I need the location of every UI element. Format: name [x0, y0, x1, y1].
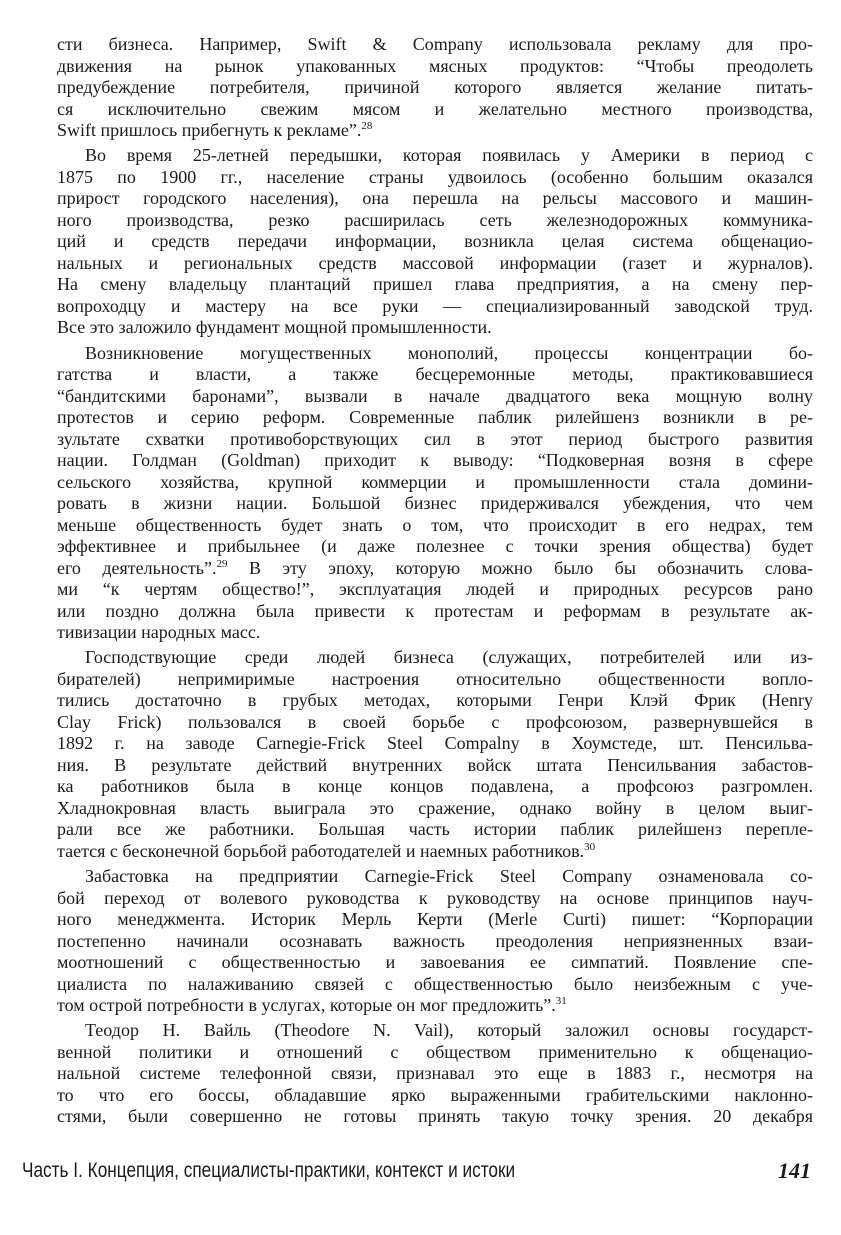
text-line: 1892 г. на заводе Carnegie-Frick Steel Compalny в Хоумстеде, шт. Пенсильва-: [57, 733, 813, 754]
text-line: стями, были совершенно не готовы принять такую точку зрения. 20 декабря: [57, 1106, 813, 1127]
footnote-marker[interactable]: 28: [361, 120, 373, 132]
text-line: нации. Голдман (Goldman) приходит к выводу: “Подковерная возня в сфере: [57, 450, 813, 471]
text-line: [57, 995, 813, 1017]
text-line: прирост городского населения), она перешла на рельсы массового и машин-: [57, 188, 813, 209]
line-text: В эту эпоху, которую можно было бы обозначить слова-: [227, 557, 813, 578]
paragraph: [57, 866, 813, 1017]
text-line: циалиста по налаживанию связей с общественностью было неизбежным с уче-: [57, 973, 813, 994]
text-line: тивизации народных масс.: [57, 622, 261, 643]
text-line: движения на рынок упакованных мясных продуктов: “Чтобы преодолеть: [57, 55, 813, 76]
paragraph: [57, 343, 813, 644]
text-line: ния. В результате действий внутренних войск штата Пенсильвания забастов-: [57, 754, 813, 775]
text-line: “бандитскими баронами”, вызвали в начале двадцатого века мощную волну: [57, 385, 813, 406]
paragraph: [57, 647, 813, 862]
text-line: гатства и власти, а также бесцеремонные методы, практиковавшиеся: [57, 364, 813, 385]
text-line: Теодор Н. Вайль (Theodore N. Vail), который заложил основы государст-: [85, 1020, 813, 1041]
text-line: вопроходцу и мастеру на все руки — специализированный заводской труд.: [57, 295, 813, 316]
text-line: протестов и серию реформ. Современные паблик рилейшенз возникли в ре-: [57, 407, 813, 428]
text-line: ного менеджмента. Историк Мерль Керти (Merle Curti) пишет: “Корпорации: [57, 909, 813, 930]
text-line: ся исключительно свежим мясом и желательно местного производства,: [57, 98, 813, 119]
text-line: то что его боссы, обладавшие ярко выраженными грабительскими наклонно-: [57, 1084, 813, 1105]
text-line: бой переход от волевого руководства к руководству на основе принципов науч-: [57, 887, 813, 908]
text-line: Все это заложило фундамент мощной промышленности.: [57, 317, 492, 338]
text-line: Забастовка на предприятии Carnegie-Frick Steel Company ознаменовала со-: [85, 866, 813, 887]
text-line: тились достаточно в грубых методах, которыми Генри Клэй Фрик (Henry: [57, 690, 813, 711]
text-line: На смену владельцу плантаций пришел глава предприятия, а на смену пер-: [57, 274, 813, 295]
footnote-marker[interactable]: 31: [555, 995, 567, 1008]
text-line: рали все же работники. Большая часть истории паблик рилейшенз перепле-: [57, 819, 813, 840]
text-line: ми “к чертям общество!”, эксплуатация людей и природных ресурсов рано: [57, 579, 813, 600]
text-line: нальных и региональных средств массовой информации (газет и журналов).: [57, 252, 813, 273]
text-line: ций и средств передачи информации, возникла целая система общенацио-: [57, 231, 813, 252]
text-line: [57, 558, 813, 580]
text-line: предубеждение потребителя, причиной которого является желание питать-: [57, 77, 813, 97]
line-text: его деятельность”.: [57, 557, 217, 578]
page-number: 141: [778, 1158, 811, 1183]
text-line: сельского хозяйства, крупной коммерции и промышленности стала домини-: [57, 471, 813, 492]
text-line: ка работников была в конце концов подавлена, а профсоюз разгромлен.: [57, 776, 813, 797]
text-line: нальной системе телефонной связи, признавал это еще в 1883 г., несмотря на: [57, 1063, 813, 1084]
paragraph: [57, 1020, 813, 1128]
text-line: постепенно начинали осознавать важность преодоления неприязненных взаи-: [57, 930, 813, 951]
text-line: [57, 841, 813, 863]
text-line: Clay Frick) пользовался в своей борьбе с профсоюзом, развернувшейся в: [57, 711, 813, 732]
footnote-marker[interactable]: 30: [584, 840, 596, 853]
paragraph: [57, 145, 813, 339]
text-line: моотношений с общественностью и завоевания ее симпатий. Появление спе-: [57, 952, 813, 973]
text-line: сти бизнеса. Например, Swift & Company использовала рекламу для про-: [57, 34, 813, 54]
footnote-marker[interactable]: 29: [216, 557, 228, 570]
text-line: Возникновение могущественных монополий, процессы концентрации бо-: [85, 342, 813, 363]
text-line: ного производства, резко расширилась сеть железнодорожных коммуника-: [57, 209, 813, 230]
running-footer-title: Часть I. Концепция, специалисты-практики, контекст и истоки: [22, 1159, 516, 1182]
body-text: [57, 34, 813, 1128]
text-line: венной политики и отношений с обществом применительно к общенацио-: [57, 1041, 813, 1062]
text-line: меньше общественность будет знать о том, что происходит в его недрах, тем: [57, 514, 813, 535]
text-line: эффективнее и прибыльнее (и даже полезнее с точки зрения общества) будет: [57, 536, 813, 557]
text-line: 1875 по 1900 гг., население страны удвоилось (особенно большим оказался: [57, 166, 813, 187]
text-line: или поздно должна была привести к протестам и реформам в результате ак-: [57, 600, 813, 621]
paragraph: [57, 34, 813, 142]
text-line: Хладнокровная власть выиграла это сражение, однако войну в целом выиг-: [57, 797, 813, 818]
line-text: тается с бесконечной борьбой работодателей и наемных работников.: [57, 840, 585, 861]
page-footer: [22, 1156, 811, 1186]
text-line: Господствующие среди людей бизнеса (служащих, потребителей или из-: [85, 647, 813, 668]
text-line: [57, 120, 813, 142]
text-line: бирателей) непримиримые настроения относительно общественности вопло-: [57, 668, 813, 689]
text-line: Во время 25-летней передышки, которая появилась у Америки в период с: [85, 145, 813, 166]
text-line: зультате схватки противоборствующих сил в этот период быстрого развития: [57, 428, 813, 449]
text-line: ровать в жизни нации. Большой бизнес придерживался убеждения, что чем: [57, 493, 813, 514]
line-text: Swift пришлось прибегнуть к рекламе”.: [57, 120, 362, 140]
line-text: том острой потребности в услугах, которые он мог предложить”.: [57, 995, 556, 1016]
